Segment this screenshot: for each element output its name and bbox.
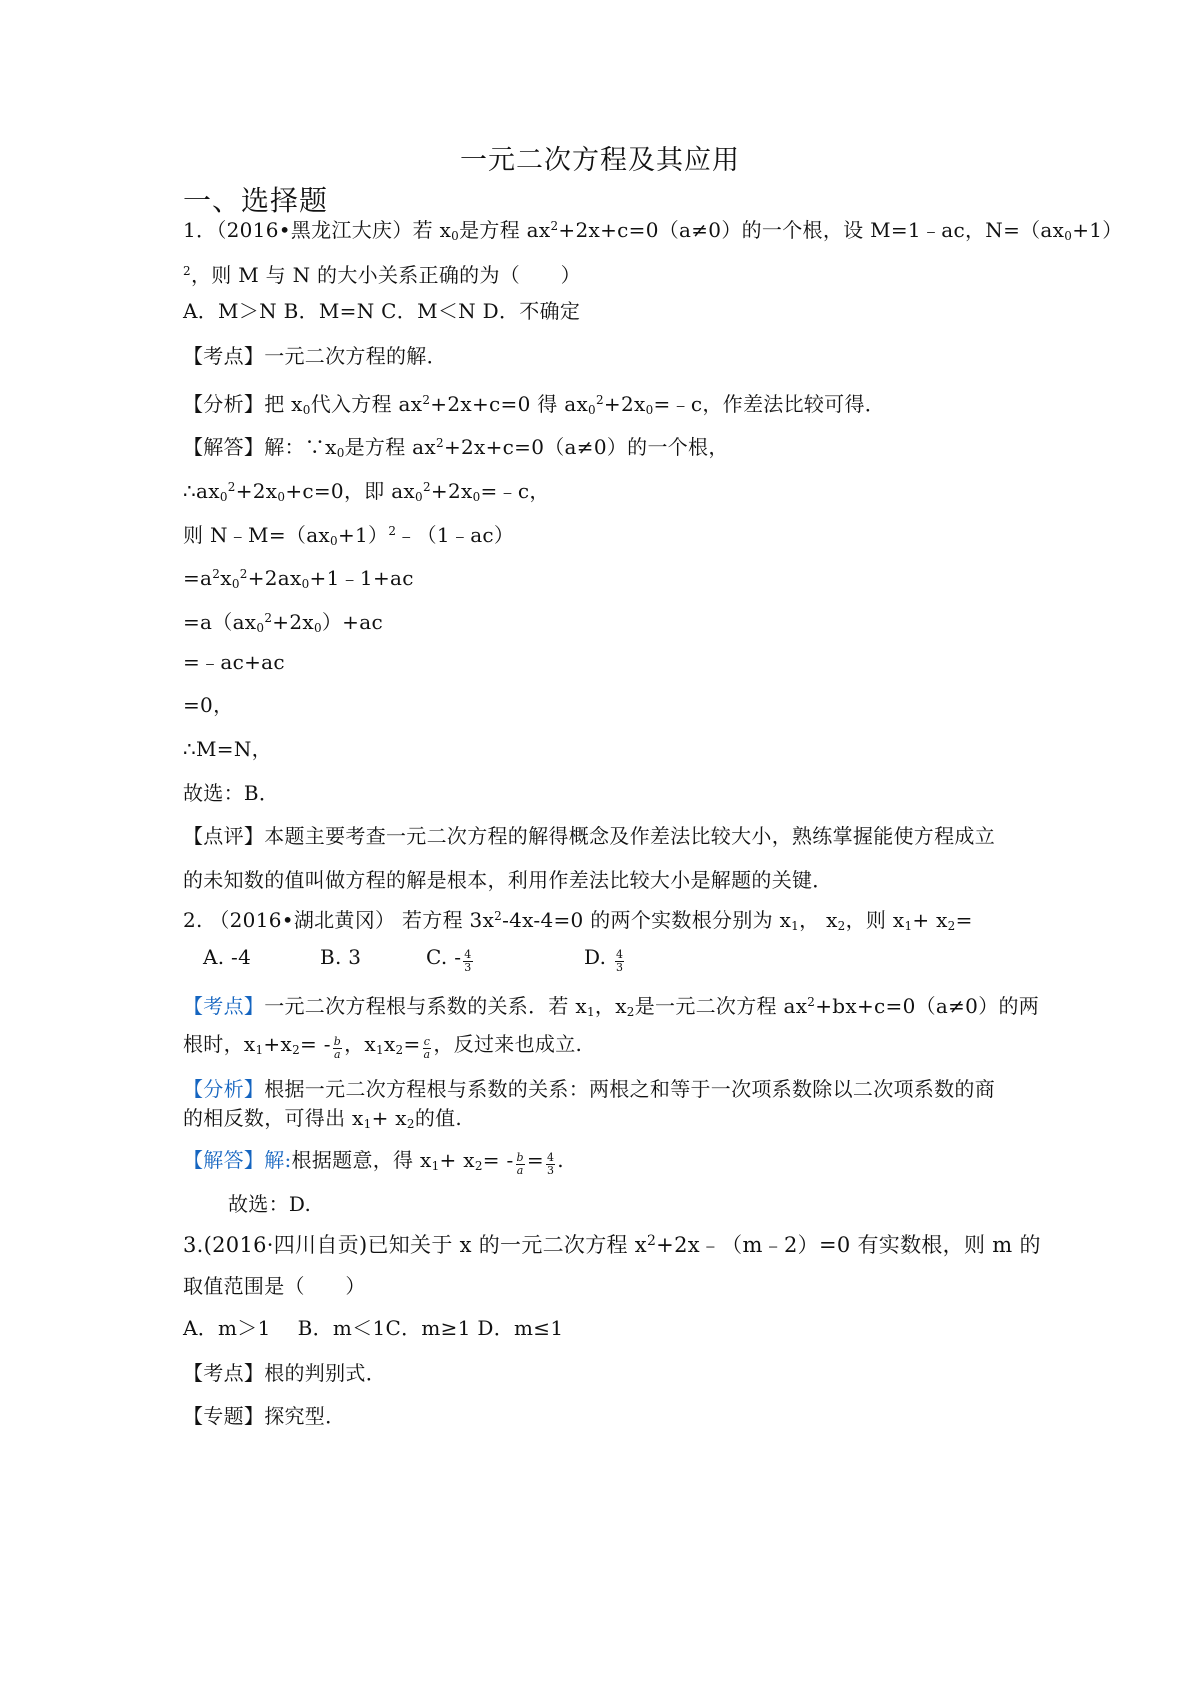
- fraction: $\frac{b}{a}$: [516, 1151, 524, 1177]
- q1-stem: 1．（2016•黑龙江大庆）若 $x_0$是方程 $ax^2+2x+c=0(a\ne 0)$的一个根，设 M=1﹣ac，$N=(ax_0+1)$: [183, 218, 1123, 243]
- fraction: $\frac{4}{3}$: [615, 948, 624, 974]
- q3-options: A．m＞1 B．m＜1C．m≥1 D．m≤1: [183, 1316, 564, 1340]
- q1-jieda: 【解答】解：$\because x_0$是方程 $ax^2+2x+c=0(a\ne 0)$的一个根，: [183, 435, 729, 460]
- q1-step-5: =﹣ac+ac: [183, 650, 285, 674]
- q3-kaodian: 【考点】根的判别式．: [183, 1361, 387, 1385]
- fraction: $\frac{4}{3}$: [464, 948, 472, 974]
- q2-jieda: 【解答】解:根据题意，得 $x_1+ x_2=$ - $\frac{b}{a}$ = $\frac{4}{3}$ .: [183, 1148, 564, 1177]
- q1-answer: 故选：B．: [183, 781, 280, 805]
- q1-options: A．M＞N B．M=N C．M＜N D．不确定: [183, 299, 581, 323]
- fraction: $\frac{4}{3}$: [546, 1151, 555, 1177]
- q1-step-7: ∴M=N，: [183, 737, 272, 761]
- q1-step-6: =0，: [183, 693, 234, 717]
- q2-kaodian: 【考点】一元二次方程根与系数的关系．若 $x_1$，$x_2$是一元二次方程 $ax^2+bx+c=0(a\ne 0)$的两: [183, 994, 1040, 1019]
- q3-zhuanti: 【专题】探究型．: [183, 1404, 346, 1428]
- q2-option-a: A. -4: [203, 945, 252, 969]
- fraction: $\frac{c}{a}$: [423, 1035, 431, 1061]
- q2-stem: 2. （2016•湖北黄冈） 若方程 $3x^2-4x-4=0$ 的两个实数根分别为 $x_1$， $x_2$，则 $x_1+ x_2=$: [183, 908, 973, 933]
- q3-stem: 3.(2016·四川自贡)已知关于 x 的一元二次方程 $x^2+2x﹣(m﹣2)=0$ 有实数根，则 m 的: [183, 1233, 1041, 1257]
- q2-option-b: B. 3: [320, 945, 362, 969]
- q1-step-1: $\therefore ax_0^2+2x_0+c=0$，即 $ax_0^2+2x_0=﹣c$，: [183, 479, 550, 504]
- q2-fenxi: 【分析】根据一元二次方程根与系数的关系：两根之和等于一次项系数除以二次项系数的商: [183, 1077, 996, 1101]
- q1-dianping-cont: 的未知数的值叫做方程的解是根本，利用作差法比较大小是解题的关键．: [183, 868, 833, 892]
- q2-answer: 故选：D.: [228, 1192, 312, 1216]
- q2-fenxi-cont: 的相反数，可得出 $x_1+ x_2$的值.: [183, 1106, 463, 1131]
- q1-step-2: 则 $N﹣M=(ax_0+1)^2﹣(1﹣ac)$: [183, 523, 515, 548]
- q2-option-d: D. $\frac{4}{3}$: [584, 945, 624, 974]
- q3-stem-cont: 取值范围是（ ）: [183, 1274, 366, 1298]
- q1-step-3: $=a^2x_0^2+2ax_0+1﹣1+ac$: [183, 566, 414, 591]
- q1-fenxi: 【分析】把 $x_0$代入方程 $ax^2+2x+c=0$ 得 $ax_0^2+2x_0=﹣c$，作差法比较可得．: [183, 392, 886, 417]
- q1-kaodian: 【考点】一元二次方程的解．: [183, 344, 447, 368]
- q1-stem-cont: $^2$，则 M 与 N 的大小关系正确的为（ ）: [183, 263, 581, 287]
- q1-dianping: 【点评】本题主要考查一元二次方程的解得概念及作差法比较大小，熟练掌握能使方程成立: [183, 824, 996, 848]
- section-heading: 一、选择题: [183, 184, 329, 217]
- q2-kaodian-cont: 根时，$x_1+x_2=$ - $\frac{b}{a}$ ，$x_1x_2=$ $\frac{c}{a}$ ，反过来也成立.: [183, 1032, 583, 1061]
- fraction: $\frac{b}{a}$: [333, 1035, 342, 1061]
- document-title: 一元二次方程及其应用: [460, 145, 740, 176]
- q1-step-4: $=a(ax_0^2+2x_0)+ac$: [183, 610, 383, 635]
- q2-option-c: C. - $\frac{4}{3}$: [426, 945, 472, 974]
